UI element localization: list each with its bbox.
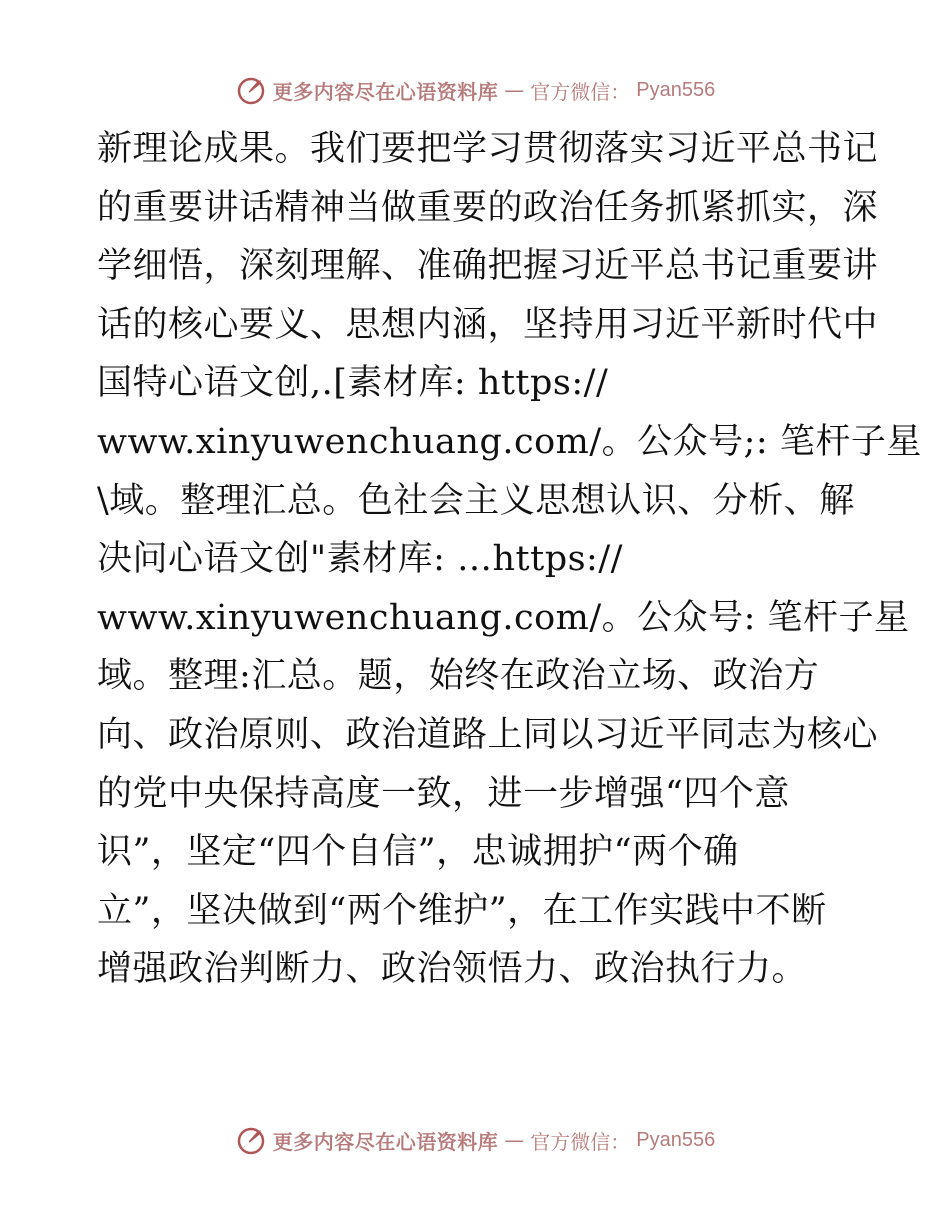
footer-watermark	[0, 1120, 950, 1160]
watermark-brand: 更多内容尽在心语资料库	[272, 79, 499, 104]
body-line: 的党中央保持高度一致，进一步增强“四个意	[97, 773, 790, 814]
watermark-dash: —	[504, 78, 525, 102]
body-line: www.xinyuwenchuang.com/。公众号: 笔杆子星	[97, 597, 910, 638]
watermark-wechat-label: 官方微信：	[530, 79, 631, 104]
body-line: 国特心语文创,.[素材库: https://	[97, 363, 609, 404]
body-line: \域。整理汇总。色社会主义思想认识、分析、解	[97, 480, 855, 521]
watermark-brand: 更多内容尽在心语资料库	[272, 1129, 499, 1154]
watermark-wechat-id: Pyan556	[636, 78, 716, 101]
watermark-wechat-id: Pyan556	[636, 1128, 716, 1151]
body-line: 识”，坚定“四个自信”，忠诚拥护“两个确	[97, 832, 739, 873]
body-line: 新理论成果。我们要把学习贯彻落实习近平总书记	[97, 129, 879, 169]
body-line: 增强政治判断力、政治领悟力、政治执行力。	[97, 949, 808, 990]
body-line: 立”，坚决做到“两个维护”，在工作实践中不断	[97, 890, 827, 931]
quill-logo-icon	[235, 74, 267, 106]
body-line: 的重要讲话精神当做重要的政治任务抓紧抓实，深	[97, 187, 879, 228]
body-line: 域。整理:汇总。题，始终在政治立场、政治方	[97, 656, 820, 697]
watermark-dash: —	[504, 1128, 525, 1152]
document-body	[97, 120, 922, 999]
body-line: 决问心语文创"素材库: …https://	[97, 539, 623, 580]
quill-logo-icon	[235, 1124, 267, 1156]
body-line: 学细悟，深刻理解、准确把握习近平总书记重要讲	[97, 246, 879, 287]
body-line: 向、政治原则、政治道路上同以习近平同志为核心	[97, 714, 879, 755]
header-watermark	[0, 70, 950, 110]
body-line: www.xinyuwenchuang.com/。公众号;: 笔杆子星	[97, 421, 922, 462]
body-line: 话的核心要义、思想内涵，坚持用习近平新时代中	[97, 304, 879, 345]
watermark-wechat-label: 官方微信：	[530, 1129, 631, 1154]
